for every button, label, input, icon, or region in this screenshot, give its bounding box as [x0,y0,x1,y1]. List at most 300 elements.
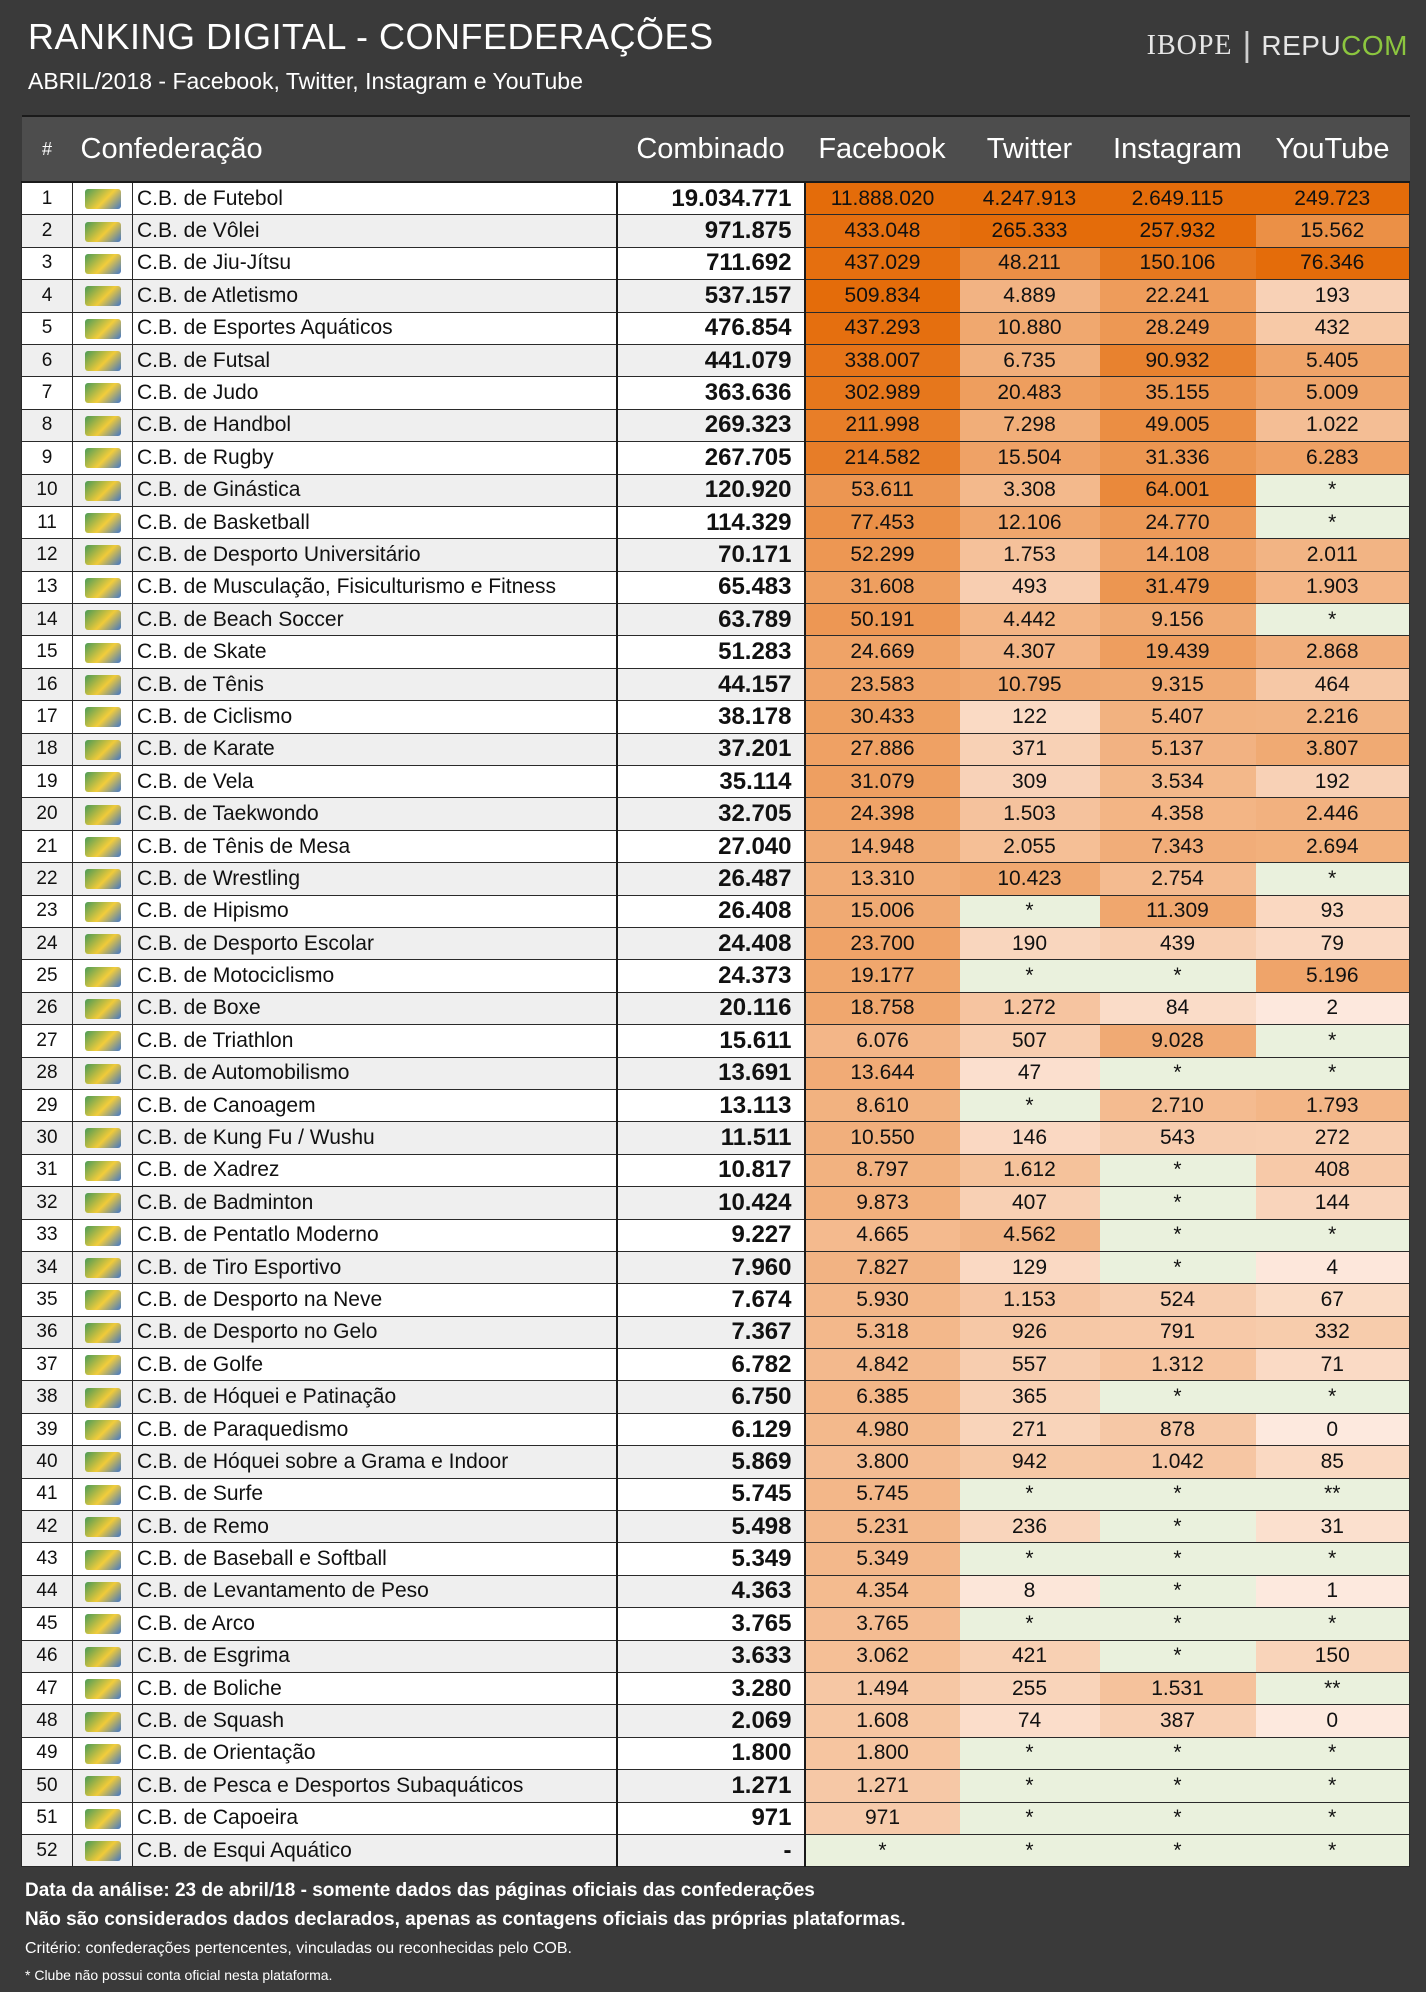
confederation-logo-cell [73,604,133,636]
youtube-value: 2 [1256,992,1410,1024]
youtube-value: * [1256,604,1410,636]
rank-cell: 11 [22,506,73,538]
confederation-logo-cell [73,1219,133,1251]
ranking-table [21,115,1410,1867]
rank-cell: 22 [22,863,73,895]
twitter-value: 507 [960,1025,1100,1057]
twitter-value: 20.483 [960,377,1100,409]
combined-value: 38.178 [617,701,805,733]
twitter-value: 1.503 [960,798,1100,830]
confederation-logo-cell [73,409,133,441]
youtube-value: * [1256,474,1410,506]
confederation-logo-cell [73,668,133,700]
twitter-value: 129 [960,1251,1100,1283]
facebook-value: 3.062 [805,1640,960,1672]
combined-value: 11.511 [617,1122,805,1154]
confederation-name: C.B. de Baseball e Softball [133,1543,617,1575]
instagram-value: 4.358 [1100,798,1256,830]
confederation-name: C.B. de Pesca e Desportos Subaquáticos [133,1770,617,1802]
youtube-value: 332 [1256,1316,1410,1348]
confederation-logo-icon [85,1420,121,1440]
twitter-value: 1.612 [960,1154,1100,1186]
table-row [22,1640,1410,1672]
confederation-logo-cell [73,992,133,1024]
instagram-value: * [1100,1640,1256,1672]
youtube-value: 5.009 [1256,377,1410,409]
combined-value: 1.800 [617,1737,805,1769]
instagram-value: * [1100,1608,1256,1640]
twitter-value: * [960,1834,1100,1866]
table-row [22,830,1410,862]
twitter-value: 1.272 [960,992,1100,1024]
confederation-logo-icon [85,1452,121,1472]
confederation-logo-cell [73,1413,133,1445]
confederation-logo-cell [73,863,133,895]
rank-cell: 5 [22,312,73,344]
table-row [22,474,1410,506]
combined-value: 6.750 [617,1381,805,1413]
confederation-logo-icon [85,1258,121,1278]
confederation-logo-icon [85,675,121,695]
youtube-value: * [1256,506,1410,538]
confederation-logo-icon [85,1712,121,1732]
combined-value: 7.674 [617,1284,805,1316]
confederation-logo-cell [73,1187,133,1219]
combined-value: 2.069 [617,1705,805,1737]
confederation-logo-icon [85,1388,121,1408]
confederation-logo-cell [73,798,133,830]
confederation-name: C.B. de Taekwondo [133,798,617,830]
instagram-value: 9.156 [1100,604,1256,636]
youtube-value: 193 [1256,280,1410,312]
confederation-name: C.B. de Badminton [133,1187,617,1219]
combined-value: 27.040 [617,830,805,862]
facebook-value: 509.834 [805,280,960,312]
facebook-value: 4.842 [805,1349,960,1381]
confederation-name: C.B. de Desporto Universitário [133,539,617,571]
confederation-name: C.B. de Squash [133,1705,617,1737]
confederation-logo-icon [85,383,121,403]
table-row [22,377,1410,409]
twitter-value: 4.442 [960,604,1100,636]
youtube-value: ** [1256,1478,1410,1510]
youtube-value: 2.216 [1256,701,1410,733]
instagram-value: * [1100,1154,1256,1186]
youtube-value: 3.807 [1256,733,1410,765]
rank-cell: 13 [22,571,73,603]
instagram-value: 19.439 [1100,636,1256,668]
combined-value: 476.854 [617,312,805,344]
instagram-value: 7.343 [1100,830,1256,862]
combined-value: 24.373 [617,960,805,992]
confederation-logo-cell [73,442,133,474]
twitter-value: 6.735 [960,344,1100,376]
confederation-logo-icon [85,351,121,371]
combined-value: 441.079 [617,344,805,376]
youtube-value: * [1256,1834,1410,1866]
twitter-value: * [960,1478,1100,1510]
instagram-value: * [1100,1737,1256,1769]
twitter-value: 122 [960,701,1100,733]
youtube-value: 79 [1256,927,1410,959]
rank-cell: 21 [22,830,73,862]
combined-value: 70.171 [617,539,805,571]
page-subtitle: ABRIL/2018 - Facebook, Twitter, Instagram e YouTube [28,68,583,94]
confederation-name: C.B. de Tênis de Mesa [133,830,617,862]
instagram-value: * [1100,1802,1256,1834]
table-row [22,960,1410,992]
combined-value: 10.424 [617,1187,805,1219]
facebook-value: 30.433 [805,701,960,733]
youtube-value: 71 [1256,1349,1410,1381]
confederation-logo-icon [85,934,121,954]
repucom-logo [1261,30,1408,62]
table-row [22,733,1410,765]
confederation-name: C.B. de Esqui Aquático [133,1834,617,1866]
confederation-logo-cell [73,312,133,344]
youtube-value: 1.793 [1256,1089,1410,1121]
rank-cell: 16 [22,668,73,700]
rank-cell: 50 [22,1770,73,1802]
confederation-logo-cell [73,636,133,668]
table-row [22,1381,1410,1413]
youtube-value: 67 [1256,1284,1410,1316]
facebook-value: 1.494 [805,1672,960,1704]
instagram-value: 28.249 [1100,312,1256,344]
confederation-name: C.B. de Ciclismo [133,701,617,733]
facebook-value: 5.349 [805,1543,960,1575]
rank-cell: 32 [22,1187,73,1219]
rank-cell: 30 [22,1122,73,1154]
twitter-value: 271 [960,1413,1100,1445]
confederation-name: C.B. de Surfe [133,1478,617,1510]
table-row [22,1316,1410,1348]
confederation-name: C.B. de Vôlei [133,215,617,247]
youtube-value: 432 [1256,312,1410,344]
header-instagram: Instagram [1100,116,1256,182]
instagram-value: * [1100,1575,1256,1607]
combined-value: 267.705 [617,442,805,474]
youtube-value: * [1256,863,1410,895]
rank-cell: 39 [22,1413,73,1445]
facebook-value: 6.076 [805,1025,960,1057]
header-facebook: Facebook [805,116,960,182]
confederation-name: C.B. de Paraquedismo [133,1413,617,1445]
confederation-logo-icon [85,1517,121,1537]
youtube-value: * [1256,1381,1410,1413]
confederation-logo-icon [85,481,121,501]
table-row [22,506,1410,538]
combined-value: 37.201 [617,733,805,765]
facebook-value: 338.007 [805,344,960,376]
facebook-value: 10.550 [805,1122,960,1154]
confederation-logo-icon [85,999,121,1019]
confederation-name: C.B. de Atletismo [133,280,617,312]
twitter-value: * [960,1608,1100,1640]
logo-separator: | [1242,26,1252,64]
table-row [22,1834,1410,1866]
confederation-logo-cell [73,247,133,279]
twitter-value: * [960,895,1100,927]
confederation-logo-cell [73,215,133,247]
facebook-value: 3.800 [805,1446,960,1478]
instagram-value: * [1100,1381,1256,1413]
combined-value: 35.114 [617,766,805,798]
confederation-logo-cell [73,1025,133,1057]
rank-cell: 45 [22,1608,73,1640]
instagram-value: * [1100,1057,1256,1089]
footer-criteria: Critério: confederações pertencentes, vinculadas ou reconhecidas pelo COB. [25,1940,572,1957]
confederation-logo-cell [73,344,133,376]
twitter-value: 48.211 [960,247,1100,279]
facebook-value: 6.385 [805,1381,960,1413]
combined-value: 971 [617,1802,805,1834]
youtube-value: ** [1256,1672,1410,1704]
rank-cell: 8 [22,409,73,441]
confederation-logo-icon [85,254,121,274]
facebook-value: 4.354 [805,1575,960,1607]
facebook-value: 1.271 [805,1770,960,1802]
facebook-value: 31.608 [805,571,960,603]
facebook-value: 4.980 [805,1413,960,1445]
rank-cell: 44 [22,1575,73,1607]
instagram-value: 543 [1100,1122,1256,1154]
header-twitter: Twitter [960,116,1100,182]
table-row [22,1251,1410,1283]
rank-cell: 24 [22,927,73,959]
facebook-value: 1.800 [805,1737,960,1769]
twitter-value: 4.562 [960,1219,1100,1251]
table-row [22,442,1410,474]
youtube-value: 0 [1256,1413,1410,1445]
repucom-logo-a: REPU [1261,29,1342,61]
facebook-value: 77.453 [805,506,960,538]
combined-value: 13.691 [617,1057,805,1089]
confederation-logo-cell [73,1251,133,1283]
table-row [22,571,1410,603]
instagram-value: 791 [1100,1316,1256,1348]
twitter-value: 4.247.913 [960,182,1100,215]
rank-cell: 25 [22,960,73,992]
facebook-value: 31.079 [805,766,960,798]
confederation-logo-cell [73,1089,133,1121]
rank-cell: 20 [22,798,73,830]
confederation-logo-icon [85,1031,121,1051]
combined-value: 19.034.771 [617,182,805,215]
confederation-logo-icon [85,643,121,663]
facebook-value: 1.608 [805,1705,960,1737]
rank-cell: 17 [22,701,73,733]
twitter-value: 493 [960,571,1100,603]
facebook-value: 302.989 [805,377,960,409]
facebook-value: 9.873 [805,1187,960,1219]
table-row [22,1478,1410,1510]
table-row [22,1608,1410,1640]
table-row [22,1543,1410,1575]
instagram-value: 9.315 [1100,668,1256,700]
rank-cell: 31 [22,1154,73,1186]
confederation-logo-icon [85,1485,121,1505]
confederation-name: C.B. de Kung Fu / Wushu [133,1122,617,1154]
instagram-value: 9.028 [1100,1025,1256,1057]
confederation-logo-icon [85,707,121,727]
confederation-logo-cell [73,1316,133,1348]
youtube-value: 464 [1256,668,1410,700]
confederation-logo-icon [85,610,121,630]
facebook-value: 52.299 [805,539,960,571]
facebook-value: 50.191 [805,604,960,636]
combined-value: 63.789 [617,604,805,636]
confederation-logo-cell [73,474,133,506]
instagram-value: 35.155 [1100,377,1256,409]
facebook-value: 14.948 [805,830,960,862]
instagram-value: 257.932 [1100,215,1256,247]
confederation-logo-cell [73,1057,133,1089]
twitter-value: 371 [960,733,1100,765]
combined-value: 24.408 [617,927,805,959]
combined-value: 7.960 [617,1251,805,1283]
table-body [22,182,1410,1867]
confederation-logo-icon [85,416,121,436]
instagram-value: * [1100,1219,1256,1251]
facebook-value: 5.231 [805,1511,960,1543]
confederation-logo-cell [73,280,133,312]
combined-value: 6.782 [617,1349,805,1381]
table-row [22,1349,1410,1381]
instagram-value: * [1100,1543,1256,1575]
table-header-row [22,116,1410,182]
table-row [22,1413,1410,1445]
confederation-logo-cell [73,1446,133,1478]
confederation-logo-cell [73,1478,133,1510]
combined-value: 13.113 [617,1089,805,1121]
confederation-name: C.B. de Karate [133,733,617,765]
table-row [22,668,1410,700]
confederation-logo-cell [73,1802,133,1834]
combined-value: 3.765 [617,1608,805,1640]
youtube-value: 1 [1256,1575,1410,1607]
confederation-logo-cell [73,1705,133,1737]
twitter-value: 4.307 [960,636,1100,668]
instagram-value: 3.534 [1100,766,1256,798]
combined-value: 5.498 [617,1511,805,1543]
table-row [22,1284,1410,1316]
table-row [22,1154,1410,1186]
combined-value: 1.271 [617,1770,805,1802]
combined-value: 5.745 [617,1478,805,1510]
confederation-logo-icon [85,1647,121,1667]
instagram-value: 49.005 [1100,409,1256,441]
confederation-logo-cell [73,1122,133,1154]
twitter-value: 3.308 [960,474,1100,506]
confederation-name: C.B. de Musculação, Fisiculturismo e Fitness [133,571,617,603]
facebook-value: 433.048 [805,215,960,247]
table-row [22,1575,1410,1607]
header-confederacao: Confederação [73,116,617,182]
confederation-logo-icon [85,1161,121,1181]
table-row [22,1187,1410,1219]
instagram-value: 14.108 [1100,539,1256,571]
rank-cell: 43 [22,1543,73,1575]
instagram-value: 439 [1100,927,1256,959]
twitter-value: 309 [960,766,1100,798]
confederation-logo-icon [85,1128,121,1148]
confederation-logo-cell [73,1608,133,1640]
confederation-logo-icon [85,1614,121,1634]
rank-cell: 34 [22,1251,73,1283]
rank-cell: 1 [22,182,73,215]
table-row [22,344,1410,376]
confederation-logo-cell [73,1834,133,1866]
facebook-value: 27.886 [805,733,960,765]
confederation-name: C.B. de Golfe [133,1349,617,1381]
table-row [22,1446,1410,1478]
confederation-name: C.B. de Tênis [133,668,617,700]
confederation-logo-cell [73,1543,133,1575]
confederation-logo-icon [85,319,121,339]
confederation-logo-cell [73,701,133,733]
facebook-value: 5.745 [805,1478,960,1510]
youtube-value: 0 [1256,1705,1410,1737]
confederation-name: C.B. de Boxe [133,992,617,1024]
table-row [22,1122,1410,1154]
facebook-value: 3.765 [805,1608,960,1640]
facebook-value: 7.827 [805,1251,960,1283]
instagram-value: * [1100,1478,1256,1510]
confederation-logo-icon [85,805,121,825]
rank-cell: 36 [22,1316,73,1348]
combined-value: 15.611 [617,1025,805,1057]
table-row [22,1219,1410,1251]
instagram-value: 878 [1100,1413,1256,1445]
combined-value: 3.280 [617,1672,805,1704]
ibope-logo: IBOPE [1146,29,1233,61]
facebook-value: 19.177 [805,960,960,992]
twitter-value: 265.333 [960,215,1100,247]
table-row [22,1025,1410,1057]
youtube-value: 1.022 [1256,409,1410,441]
rank-cell: 48 [22,1705,73,1737]
youtube-value: * [1256,1737,1410,1769]
rank-cell: 4 [22,280,73,312]
combined-value: 26.408 [617,895,805,927]
twitter-value: 7.298 [960,409,1100,441]
facebook-value: 24.398 [805,798,960,830]
confederation-logo-icon [85,286,121,306]
twitter-value: 4.889 [960,280,1100,312]
table-row [22,1705,1410,1737]
facebook-value: 15.006 [805,895,960,927]
confederation-logo-icon [85,740,121,760]
twitter-value: 12.106 [960,506,1100,538]
rank-cell: 19 [22,766,73,798]
twitter-value: 146 [960,1122,1100,1154]
instagram-value: 387 [1100,1705,1256,1737]
confederation-logo-icon [85,189,121,209]
confederation-name: C.B. de Skate [133,636,617,668]
youtube-value: * [1256,1770,1410,1802]
facebook-value: 18.758 [805,992,960,1024]
twitter-value: 236 [960,1511,1100,1543]
instagram-value: 31.336 [1100,442,1256,474]
instagram-value: 2.649.115 [1100,182,1256,215]
facebook-value: 437.293 [805,312,960,344]
confederation-logo-cell [73,1349,133,1381]
confederation-logo-cell [73,506,133,538]
confederation-name: C.B. de Desporto na Neve [133,1284,617,1316]
table-row [22,766,1410,798]
confederation-logo-icon [85,1290,121,1310]
